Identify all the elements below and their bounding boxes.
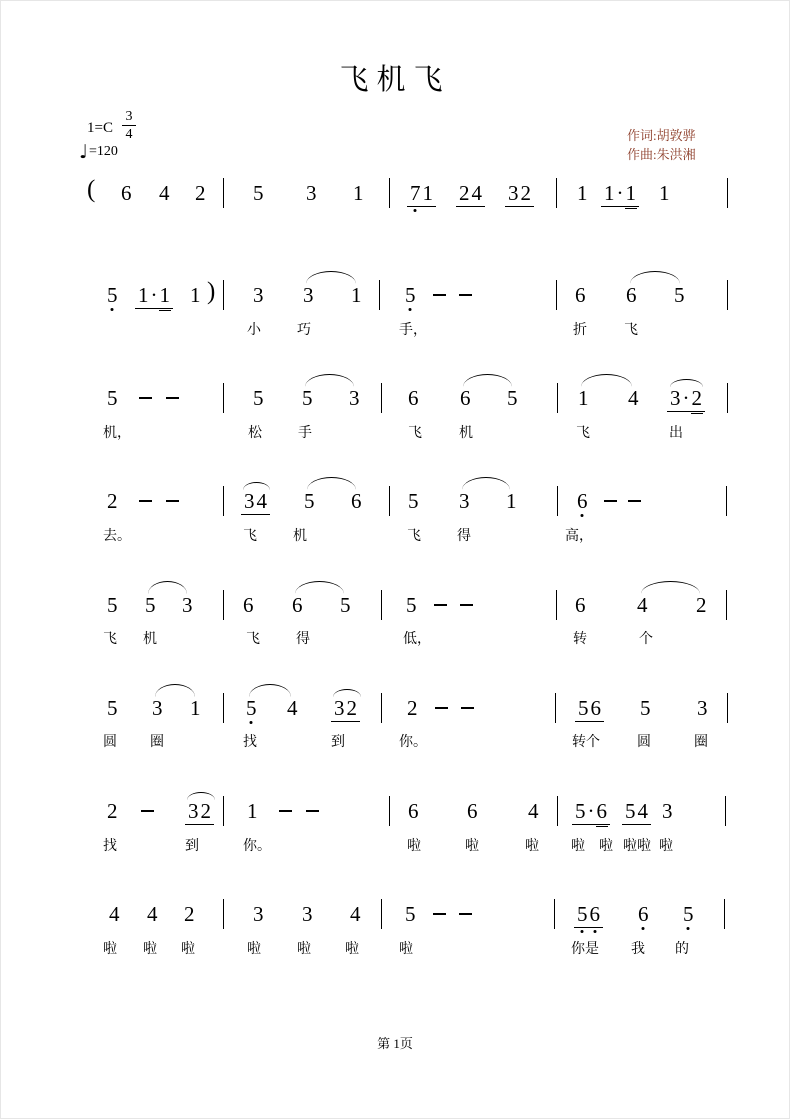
lyric: 啦 bbox=[599, 839, 613, 854]
barline bbox=[557, 383, 558, 413]
lyric: 飞 bbox=[246, 632, 260, 647]
lyric: 手 bbox=[298, 426, 312, 441]
slur-arc bbox=[306, 271, 356, 284]
note: 6 bbox=[575, 593, 586, 617]
note: 2 bbox=[459, 181, 470, 205]
barline bbox=[223, 796, 224, 826]
note: 5 bbox=[246, 696, 257, 720]
note: 3 bbox=[334, 696, 345, 720]
note: 5 bbox=[578, 696, 589, 720]
note: 5 bbox=[683, 902, 694, 926]
barline bbox=[389, 486, 390, 516]
note: 2 bbox=[200, 799, 211, 823]
slur-arc bbox=[333, 689, 361, 697]
slur-arc bbox=[581, 374, 632, 387]
note: 3 bbox=[508, 181, 519, 205]
lyric: 飞 bbox=[103, 632, 117, 647]
dash-note bbox=[459, 913, 472, 915]
note: 4 bbox=[159, 181, 170, 205]
note: 6 bbox=[408, 799, 419, 823]
barline bbox=[554, 899, 555, 929]
barline bbox=[557, 796, 558, 826]
note: 1 bbox=[190, 696, 201, 720]
lyric: 折 bbox=[573, 323, 587, 338]
note-group bbox=[407, 182, 436, 207]
barline bbox=[389, 178, 390, 208]
barline bbox=[223, 178, 224, 208]
dash-note bbox=[459, 294, 472, 296]
slur-arc bbox=[630, 271, 680, 284]
note: 6 bbox=[292, 593, 303, 617]
lyric: 转 bbox=[573, 632, 587, 647]
barline bbox=[223, 383, 224, 413]
note: 6 bbox=[408, 386, 419, 410]
note: 3 bbox=[459, 489, 470, 513]
lyric: 啦 bbox=[103, 942, 117, 957]
note-group bbox=[135, 284, 173, 309]
note: 3 bbox=[349, 386, 360, 410]
dash-note bbox=[461, 707, 474, 709]
note: 6 bbox=[638, 902, 649, 926]
lyric: 高， bbox=[565, 529, 593, 544]
barline bbox=[223, 899, 224, 929]
lyric: 圈 bbox=[150, 735, 164, 750]
note: 4 bbox=[528, 799, 539, 823]
note: 1 bbox=[625, 181, 636, 205]
lyric: 圆 bbox=[103, 735, 117, 750]
lyric: 飞 bbox=[243, 529, 257, 544]
barline bbox=[223, 280, 224, 310]
note-group bbox=[331, 697, 360, 722]
slur-arc bbox=[307, 477, 356, 490]
note: 5 bbox=[253, 386, 264, 410]
lyric: 找 bbox=[103, 839, 117, 854]
note-group bbox=[505, 182, 534, 207]
dash-note bbox=[433, 294, 446, 296]
slur-arc bbox=[187, 792, 215, 800]
note: 4 bbox=[256, 489, 267, 513]
note: 3 bbox=[670, 386, 681, 410]
note: 2 bbox=[407, 696, 418, 720]
note: 2 bbox=[696, 593, 707, 617]
note: 5 bbox=[253, 181, 264, 205]
barline bbox=[556, 590, 557, 620]
note: 3 bbox=[152, 696, 163, 720]
lyric: 你是 bbox=[571, 942, 599, 957]
lyric: 机 bbox=[459, 426, 473, 441]
lyric: 去。 bbox=[103, 529, 131, 544]
note: 4 bbox=[147, 902, 158, 926]
lyric: 飞 bbox=[408, 426, 422, 441]
dash-note bbox=[604, 500, 617, 502]
note: 5 bbox=[405, 283, 416, 307]
note: 3 bbox=[253, 283, 264, 307]
note: 5 bbox=[107, 696, 118, 720]
barline bbox=[726, 590, 727, 620]
lyric: 机， bbox=[103, 426, 131, 441]
lyric: 飞 bbox=[576, 426, 590, 441]
barline bbox=[726, 486, 727, 516]
note: 6 bbox=[467, 799, 478, 823]
slur-arc bbox=[462, 477, 510, 490]
note: 5 bbox=[107, 593, 118, 617]
note: 1 bbox=[351, 283, 362, 307]
note: 6 bbox=[596, 799, 607, 823]
note: 2 bbox=[346, 696, 357, 720]
lyric: 得 bbox=[457, 529, 471, 544]
note: 1 bbox=[247, 799, 258, 823]
lyricist-credit: 作词:胡敦骅 bbox=[627, 128, 696, 143]
dash-note bbox=[139, 500, 152, 502]
dash-note bbox=[435, 707, 448, 709]
note: 3 bbox=[182, 593, 193, 617]
lyric: 的 bbox=[675, 942, 689, 957]
dash-note bbox=[628, 500, 641, 502]
lyric: 到 bbox=[331, 735, 345, 750]
note: 5 bbox=[107, 283, 118, 307]
lyric: 手， bbox=[399, 323, 427, 338]
note: 5 bbox=[406, 593, 417, 617]
note: 3 bbox=[302, 902, 313, 926]
lyric: 巧 bbox=[297, 323, 311, 338]
note: 4 bbox=[350, 902, 361, 926]
barline bbox=[381, 590, 382, 620]
lyric: 出 bbox=[669, 426, 683, 441]
quarter-note-icon: ♩ bbox=[79, 141, 88, 163]
note: 6 bbox=[121, 181, 132, 205]
page-number: 第 1页 bbox=[377, 1036, 413, 1051]
barline bbox=[381, 693, 382, 723]
barline bbox=[381, 899, 382, 929]
lyric: 我 bbox=[631, 942, 645, 957]
note: 1 bbox=[659, 181, 670, 205]
barline bbox=[557, 486, 558, 516]
note: 6 bbox=[590, 696, 601, 720]
slur-arc bbox=[670, 379, 703, 387]
lyric: 松 bbox=[248, 426, 262, 441]
lyric: 机 bbox=[143, 632, 157, 647]
lyric: 飞 bbox=[407, 529, 421, 544]
note: 2 bbox=[691, 386, 702, 410]
barline bbox=[223, 590, 224, 620]
lyric: 小 bbox=[247, 323, 261, 338]
note: · bbox=[616, 181, 624, 205]
tempo-value: =120 bbox=[88, 144, 118, 159]
note: 5 bbox=[145, 593, 156, 617]
lyric: 低， bbox=[403, 632, 431, 647]
note: · bbox=[150, 283, 158, 307]
barline bbox=[727, 693, 728, 723]
note: 4 bbox=[628, 386, 639, 410]
note: 7 bbox=[410, 181, 421, 205]
note: 2 bbox=[107, 799, 118, 823]
lyric: 啦 bbox=[297, 942, 311, 957]
note: 5 bbox=[302, 386, 313, 410]
lyric: 机 bbox=[293, 529, 307, 544]
note: 2 bbox=[195, 181, 206, 205]
note: 1 bbox=[422, 181, 433, 205]
lyric: 啦 bbox=[181, 942, 195, 957]
note: 6 bbox=[351, 489, 362, 513]
parenthesis: ) bbox=[207, 278, 216, 305]
barline bbox=[223, 693, 224, 723]
lyric: 啦 bbox=[571, 839, 585, 854]
lyric: 啦啦 bbox=[623, 839, 651, 854]
lyric: 转个 bbox=[572, 735, 600, 750]
note-group bbox=[574, 903, 603, 928]
note: 5 bbox=[107, 386, 118, 410]
note: 2 bbox=[184, 902, 195, 926]
lyric: 啦 bbox=[407, 839, 421, 854]
note: 1 bbox=[353, 181, 364, 205]
dash-note bbox=[460, 604, 473, 606]
barline bbox=[727, 383, 728, 413]
note: 2 bbox=[107, 489, 118, 513]
note: 6 bbox=[460, 386, 471, 410]
note: 3 bbox=[188, 799, 199, 823]
dash-note bbox=[306, 810, 319, 812]
dash-note bbox=[141, 810, 154, 812]
note-group bbox=[667, 387, 705, 412]
slur-arc bbox=[305, 374, 354, 387]
lyric: 找 bbox=[243, 735, 257, 750]
note: 3 bbox=[244, 489, 255, 513]
note: 6 bbox=[577, 489, 588, 513]
slur-arc bbox=[243, 482, 270, 490]
note: 5 bbox=[405, 902, 416, 926]
lyric: 得 bbox=[296, 632, 310, 647]
note: 5 bbox=[408, 489, 419, 513]
note: 1 bbox=[577, 181, 588, 205]
note: 5 bbox=[304, 489, 315, 513]
barline bbox=[389, 796, 390, 826]
dash-note bbox=[279, 810, 292, 812]
barline bbox=[555, 693, 556, 723]
dash-note bbox=[166, 500, 179, 502]
slur-arc bbox=[295, 581, 344, 594]
note: 5 bbox=[640, 696, 651, 720]
lyric: 你。 bbox=[399, 735, 427, 750]
note: 5 bbox=[575, 799, 586, 823]
note-group bbox=[572, 800, 610, 825]
dash-note bbox=[139, 397, 152, 399]
lyric: 啦 bbox=[659, 839, 673, 854]
note-group bbox=[622, 800, 651, 825]
barline bbox=[381, 383, 382, 413]
note: 2 bbox=[520, 181, 531, 205]
score-area bbox=[1, 1, 789, 1118]
note: 5 bbox=[577, 902, 588, 926]
lyric: 飞 bbox=[624, 323, 638, 338]
barline bbox=[379, 280, 380, 310]
note-group bbox=[601, 182, 639, 207]
barline bbox=[727, 280, 728, 310]
note-group bbox=[241, 490, 270, 515]
slur-arc bbox=[641, 581, 700, 594]
note: 1 bbox=[159, 283, 170, 307]
note-group bbox=[575, 697, 604, 722]
note: 3 bbox=[253, 902, 264, 926]
note: 1 bbox=[138, 283, 149, 307]
note: 5 bbox=[625, 799, 636, 823]
note-group bbox=[456, 182, 485, 207]
lyric: 啦 bbox=[465, 839, 479, 854]
note: 3 bbox=[697, 696, 708, 720]
slur-arc bbox=[249, 684, 291, 697]
time-signature-denominator: 4 bbox=[125, 127, 133, 142]
note: 4 bbox=[287, 696, 298, 720]
lyric: 个 bbox=[639, 632, 653, 647]
lyric: 啦 bbox=[143, 942, 157, 957]
dash-note bbox=[433, 913, 446, 915]
slur-arc bbox=[463, 374, 512, 387]
note: 6 bbox=[626, 283, 637, 307]
lyric: 啦 bbox=[247, 942, 261, 957]
composer-credit: 作曲:朱洪湘 bbox=[627, 147, 696, 162]
song-title: 飞机飞 bbox=[339, 64, 451, 96]
note: 3 bbox=[662, 799, 673, 823]
note: 4 bbox=[637, 593, 648, 617]
note: 5 bbox=[674, 283, 685, 307]
note: · bbox=[587, 799, 595, 823]
note: 6 bbox=[589, 902, 600, 926]
time-signature-numerator: 3 bbox=[125, 109, 133, 124]
dash-note bbox=[166, 397, 179, 399]
lyric: 啦 bbox=[345, 942, 359, 957]
dash-note bbox=[434, 604, 447, 606]
note: 6 bbox=[243, 593, 254, 617]
note: 1 bbox=[604, 181, 615, 205]
note: 4 bbox=[637, 799, 648, 823]
lyric: 圆 bbox=[637, 735, 651, 750]
barline bbox=[556, 280, 557, 310]
note-group bbox=[185, 800, 214, 825]
note: 5 bbox=[507, 386, 518, 410]
note: 1 bbox=[506, 489, 517, 513]
lyric: 啦 bbox=[525, 839, 539, 854]
lyric: 你。 bbox=[243, 839, 271, 854]
lyric: 圈 bbox=[694, 735, 708, 750]
barline bbox=[727, 178, 728, 208]
note: 6 bbox=[575, 283, 586, 307]
note: 4 bbox=[471, 181, 482, 205]
slur-arc bbox=[155, 684, 195, 697]
note: 1 bbox=[578, 386, 589, 410]
lyric: 啦 bbox=[399, 942, 413, 957]
key-signature: 1=C bbox=[87, 120, 113, 136]
barline bbox=[223, 486, 224, 516]
barline bbox=[556, 178, 557, 208]
note: 5 bbox=[340, 593, 351, 617]
note: 1 bbox=[190, 283, 201, 307]
lyric: 到 bbox=[185, 839, 199, 854]
note: 3 bbox=[306, 181, 317, 205]
note: 3 bbox=[303, 283, 314, 307]
barline bbox=[725, 796, 726, 826]
barline bbox=[724, 899, 725, 929]
note: · bbox=[682, 386, 690, 410]
parenthesis: ( bbox=[87, 176, 96, 203]
slur-arc bbox=[148, 581, 187, 594]
note: 4 bbox=[109, 902, 120, 926]
